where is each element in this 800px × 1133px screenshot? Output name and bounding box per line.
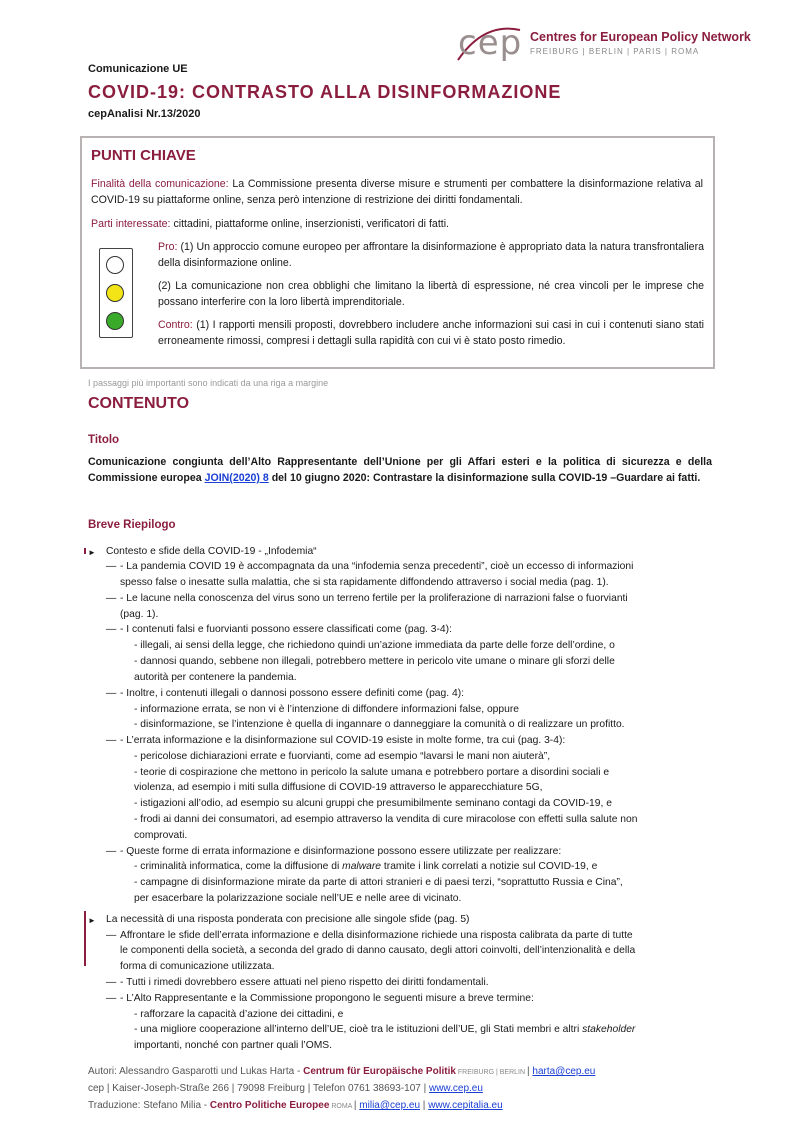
list-item: [134, 1022, 714, 1038]
list-item: (pag. 1).: [120, 609, 159, 620]
traffic-light-white-lamp: [106, 256, 124, 274]
footer-translation: [88, 1100, 503, 1111]
dash-marker: —: [106, 624, 117, 635]
list-item: per esacerbare la polarizzazione sociale nell’UE e nelle aree di vicinato.: [134, 893, 462, 904]
list-item-text: - una migliore cooperazione all’interno dell’UE, cioè tra le istituzioni dell’UE, gli Stati membri e altri: [134, 1024, 583, 1035]
list-item: [134, 859, 714, 875]
footer-email-harta-link[interactable]: harta@cep.eu: [532, 1066, 596, 1077]
footer-address-text: cep | Kaiser-Joseph-Straße 266 | 79098 Freiburg | Telefon 0761 38693-107 |: [88, 1083, 429, 1094]
list-item: forma di comunicazione utilizzata.: [120, 961, 275, 972]
list-item: - Inoltre, i contenuti illegali o dannosi possono essere definiti come (pag. 4):: [120, 688, 464, 699]
pro-paragraph: [158, 239, 704, 271]
dash-marker: —: [106, 846, 117, 857]
list-item: - pericolose dichiarazioni errate e fuorvianti, come ad esempio “lavarsi le mani non aiuterà”,: [134, 751, 551, 762]
footer-translation-text: Traduzione: Stefano Milia -: [88, 1100, 210, 1111]
key-points-box: [80, 136, 715, 369]
italic-term: malware: [342, 861, 382, 872]
list-item-text: - criminalità informatica, come la diffusione di: [134, 861, 343, 872]
page-title: COVID-19: CONTRASTO ALLA DISINFORMAZIONE: [88, 82, 562, 102]
pro-1-text: (1) Un approccio comune europeo per affrontare la disinformazione è appropriato data la natura transfrontaliera della disinformazione online.: [158, 241, 704, 269]
cep-logo: [458, 23, 758, 66]
title-text-2: del 10 giugno 2020: Contrastare la disinformazione sulla COVID-19 –Guardare ai fatti.: [268, 472, 701, 484]
pro-label: Pro:: [158, 241, 178, 253]
contro-1-text: (1) I rapporti mensili proposti, dovrebbero includere anche informazioni sui casi in cui i contenuti siano stati erroneamente rimossi, compresi i dettagli sulla rapidità con cui vi è stato posto rimedio.: [158, 319, 704, 347]
dash-marker: —: [106, 977, 117, 988]
bullet-arrow-icon: ►: [88, 916, 96, 925]
list-item: - La pandemia COVID 19 è accompagnata da una “infodemia senza precedenti”, cioè un eccesso di informazioni: [120, 561, 634, 572]
parties-label: Parti interessate:: [91, 218, 171, 230]
footer-sep: |: [420, 1100, 429, 1111]
footer-sep: |: [527, 1066, 533, 1077]
list-item: - Le lacune nella conoscenza del virus sono un terreno fertile per la proliferazione di narrazioni false o fuorvianti: [120, 593, 628, 604]
list-item: spesso false o inesatte sulla malattia, che si sta rapidamente diffondendo attraverso i social media (pag. 1).: [120, 577, 609, 588]
list-item: La necessità di una risposta ponderata con precisione alle singole sfide (pag. 5): [106, 914, 470, 925]
title-heading: Titolo: [88, 434, 120, 446]
list-item-text: tramite i link correlati a notizie sul COVID-19, e: [381, 861, 598, 872]
purpose-label: Finalità della comunicazione:: [91, 178, 229, 190]
list-item: - teorie di cospirazione che mettono in pericolo la salute umana e potrebbero portare a disordini sociali e: [134, 767, 610, 778]
dash-marker: —: [106, 993, 117, 1004]
footer-address: [88, 1083, 483, 1094]
logo-name: Centres for European Policy Network: [530, 30, 751, 44]
content-heading: CONTENUTO: [88, 395, 190, 412]
logo-mark: cep: [458, 23, 523, 63]
traffic-light-yellow-lamp: [106, 284, 124, 302]
parties-paragraph: [91, 216, 703, 232]
contro-label: Contro:: [158, 319, 193, 331]
list-item: - disinformazione, se l’intenzione è quella di ingannare o danneggiare la comunità o di realizzare un profitto.: [134, 719, 625, 730]
logo-cities: FREIBURG | BERLIN | PARIS | ROMA: [530, 47, 700, 56]
italic-term: stakeholder: [582, 1024, 636, 1035]
title-paragraph: [88, 454, 712, 486]
list-item: importanti, nonché con partner quali l’OMS.: [134, 1040, 333, 1051]
list-item: - rafforzare la capacità d’azione dei cittadini, e: [134, 1009, 344, 1020]
dash-marker: —: [106, 930, 117, 941]
dash-marker: —: [106, 688, 117, 699]
list-item: Affrontare le sfide dell’errata informazione e della disinformazione richiede una risposta calibrata da parte di tutte: [120, 930, 633, 941]
traffic-light-icon: [99, 248, 133, 338]
dash-marker: —: [106, 593, 117, 604]
list-item: - L’Alto Rappresentante e la Commissione propongono le seguenti misure a breve termine:: [120, 993, 534, 1004]
pro-2-paragraph: (2) La comunicazione non crea obblighi che limitano la libertà di espressione, né crea vincoli per le imprese che possano interferire con la loro libertà imprenditoriale.: [158, 280, 704, 308]
footer-cep-it-city: ROMA: [329, 1103, 354, 1110]
list-item: - istigazioni all’odio, ad esempio su alcuni gruppi che presumibilmente seminano contagi da COVID-19, e: [134, 798, 612, 809]
margin-bar: [84, 911, 86, 966]
traffic-light-green-lamp: [106, 312, 124, 330]
document-type: Comunicazione UE: [88, 63, 188, 75]
list-item: - campagne di disinformazione mirate da parte di attori stranieri e di paesi terzi, “soprattutto Russia e Cina”,: [134, 877, 623, 888]
footer-cep-de: Centrum für Europäische Politik: [303, 1066, 456, 1077]
list-item: - dannosi quando, sebbene non illegali, potrebbero mettere in pericolo vite umane o minare gli sforzi delle: [134, 656, 615, 667]
footer-site-cep-link[interactable]: www.cep.eu: [428, 1083, 483, 1094]
list-item: - Queste forme di errata informazione e disinformazione possono essere utilizzate per realizzare:: [120, 846, 562, 857]
footer-authors: [88, 1066, 595, 1077]
footer-authors-text: Autori: Alessandro Gasparotti und Lukas Harta -: [88, 1066, 304, 1077]
key-points-heading: PUNTI CHIAVE: [91, 147, 196, 164]
footer-sep: |: [353, 1100, 360, 1111]
list-item: autorità per contenere la pandemia.: [134, 672, 297, 683]
list-item: le componenti della società, a seconda del grado di danno causato, degli attori coinvolti, dell’intenzionalità e della: [120, 945, 636, 956]
list-item: - frodi ai danni dei consumatori, ad esempio attraverso la vendita di cure miracolose con effetti sulla salute non: [134, 814, 638, 825]
purpose-text: La Commissione presenta diverse misure e strumenti per combattere la disinformazione relativa al COVID-19 su piattaforme online, senza però intenzione di restrizione dei diritti fondamentali.: [91, 178, 704, 206]
dash-marker: —: [106, 561, 117, 572]
join-document-link[interactable]: JOIN(2020) 8: [204, 472, 269, 484]
bullet-arrow-icon: ►: [88, 548, 96, 557]
list-item: - informazione errata, se non vi è l’intenzione di diffondere informazioni false, oppure: [134, 704, 520, 715]
document-number: cepAnalisi Nr.13/2020: [88, 108, 201, 120]
list-item: violenza, ad esempio i miti sulla diffusione di COVID-19 attraverso le apparecchiature 5G,: [134, 782, 543, 793]
title-text-1: Comunicazione congiunta dell’Alto Rappresentante dell’Unione per gli Affari esteri e la politica di sicurezza e della Commissione europea: [88, 456, 712, 484]
contro-paragraph: [158, 317, 704, 349]
margin-bar: [84, 548, 86, 554]
footer-cep-de-cities: FREIBURG | BERLIN: [455, 1069, 527, 1076]
list-item: comprovati.: [134, 830, 188, 841]
footer-cep-it: Centro Politiche Europee: [209, 1100, 330, 1111]
list-item: - I contenuti falsi e fuorvianti possono essere classificati come (pag. 3-4):: [120, 624, 452, 635]
list-item: - L’errata informazione e la disinformazione sul COVID-19 esiste in molte forme, tra cui (pag. 3-4):: [120, 735, 566, 746]
list-item: - illegali, ai sensi della legge, che richiedono quindi un’azione immediata da parte delle forze dell’ordine, o: [134, 640, 615, 651]
margin-note: I passaggi più importanti sono indicati da una riga a margine: [88, 378, 329, 388]
list-item: Contesto e sfide della COVID-19 - „Infodemia“: [106, 546, 317, 557]
summary-heading: Breve Riepilogo: [88, 519, 176, 531]
parties-text: cittadini, piattaforme online, inserzionisti, verificatori di fatti.: [170, 218, 449, 230]
purpose-paragraph: [91, 176, 703, 208]
list-item: - Tutti i rimedi dovrebbero essere attuati nel pieno rispetto dei diritti fondamentali.: [120, 977, 489, 988]
dash-marker: —: [106, 735, 117, 746]
footer-site-cepitalia-link[interactable]: www.cepitalia.eu: [428, 1100, 503, 1111]
footer-email-milia-link[interactable]: milia@cep.eu: [359, 1100, 421, 1111]
